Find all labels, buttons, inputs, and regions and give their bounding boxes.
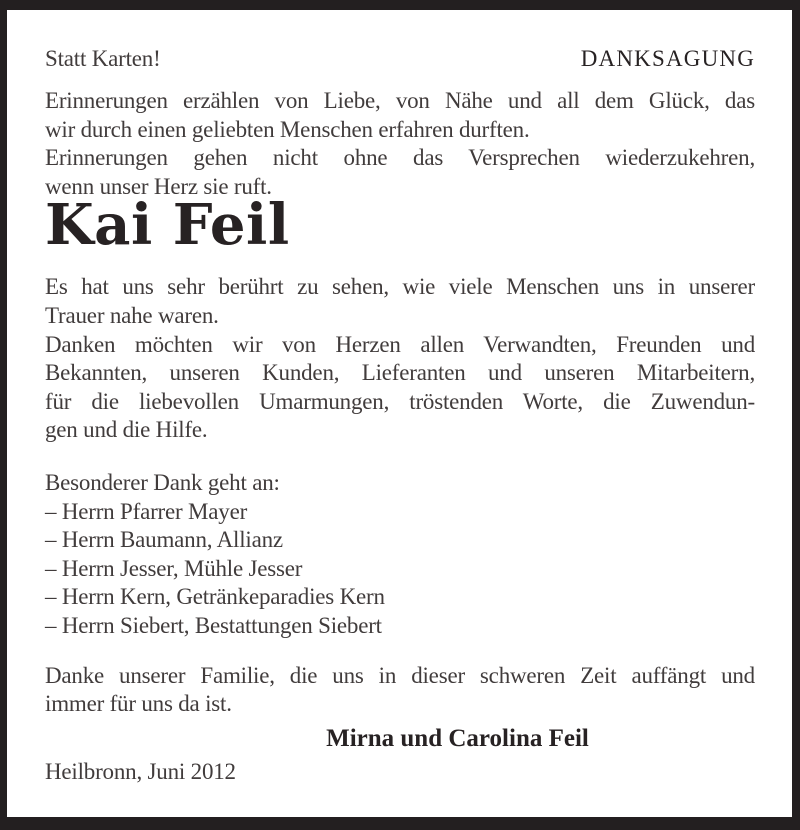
family-thanks-line: Danke unserer Familie, die uns in dieser schweren Zeit auffängt und: [45, 662, 755, 688]
thanks-paragraph: [45, 273, 755, 445]
obituary-notice-card: [7, 10, 792, 817]
special-thanks-item: – Herrn Pfarrer Mayer: [45, 498, 248, 524]
intro-paragraph: [45, 87, 755, 201]
pre-title: Statt Karten!: [45, 46, 161, 71]
special-thanks-item: – Herrn Baumann, Allianz: [45, 527, 283, 553]
intro-line: wenn unser Herz sie ruft.: [45, 173, 272, 199]
thanks-line: gen und die Hilfe.: [45, 417, 208, 443]
special-thanks-item: – Herrn Kern, Getränkeparadies Kern: [45, 584, 385, 610]
intro-line: Erinnerungen erzählen von Liebe, von Nähe und all dem Glück, das: [45, 88, 755, 113]
place-date: Heilbronn, Juni 2012: [45, 759, 236, 785]
intro-line: Erinnerungen gehen nicht ohne das Versprechen wiederzukehren,: [45, 145, 755, 171]
category-title: DANKSAGUNG: [580, 46, 755, 71]
thanks-line: Danken möchten wir von Herzen allen Verwandten, Freunden und: [45, 331, 755, 357]
signature: Mirna und Carolina Feil: [326, 724, 589, 752]
thanks-line: Trauer nahe waren.: [45, 302, 219, 328]
thanks-line: Es hat uns sehr berührt zu sehen, wie viele Menschen uns in unserer: [45, 274, 755, 300]
thanks-line: Bekannten, unseren Kunden, Lieferanten und unseren Mitarbeitern,: [45, 360, 755, 386]
special-thanks-heading: Besonderer Dank geht an:: [45, 469, 280, 495]
special-thanks-item: – Herrn Siebert, Bestattungen Siebert: [45, 612, 382, 638]
deceased-name: Kai Feil: [45, 192, 290, 259]
notice-header: [45, 45, 755, 73]
special-thanks-block: [45, 469, 755, 641]
family-thanks-paragraph: [45, 662, 755, 719]
family-thanks-line: immer für uns da ist.: [45, 691, 232, 717]
special-thanks-item: – Herrn Jesser, Mühle Jesser: [45, 555, 303, 581]
thanks-line: für die liebevollen Umarmungen, tröstenden Worte, die Zuwendun-: [45, 388, 755, 414]
intro-line: wir durch einen geliebten Menschen erfahren durften.: [45, 116, 530, 142]
